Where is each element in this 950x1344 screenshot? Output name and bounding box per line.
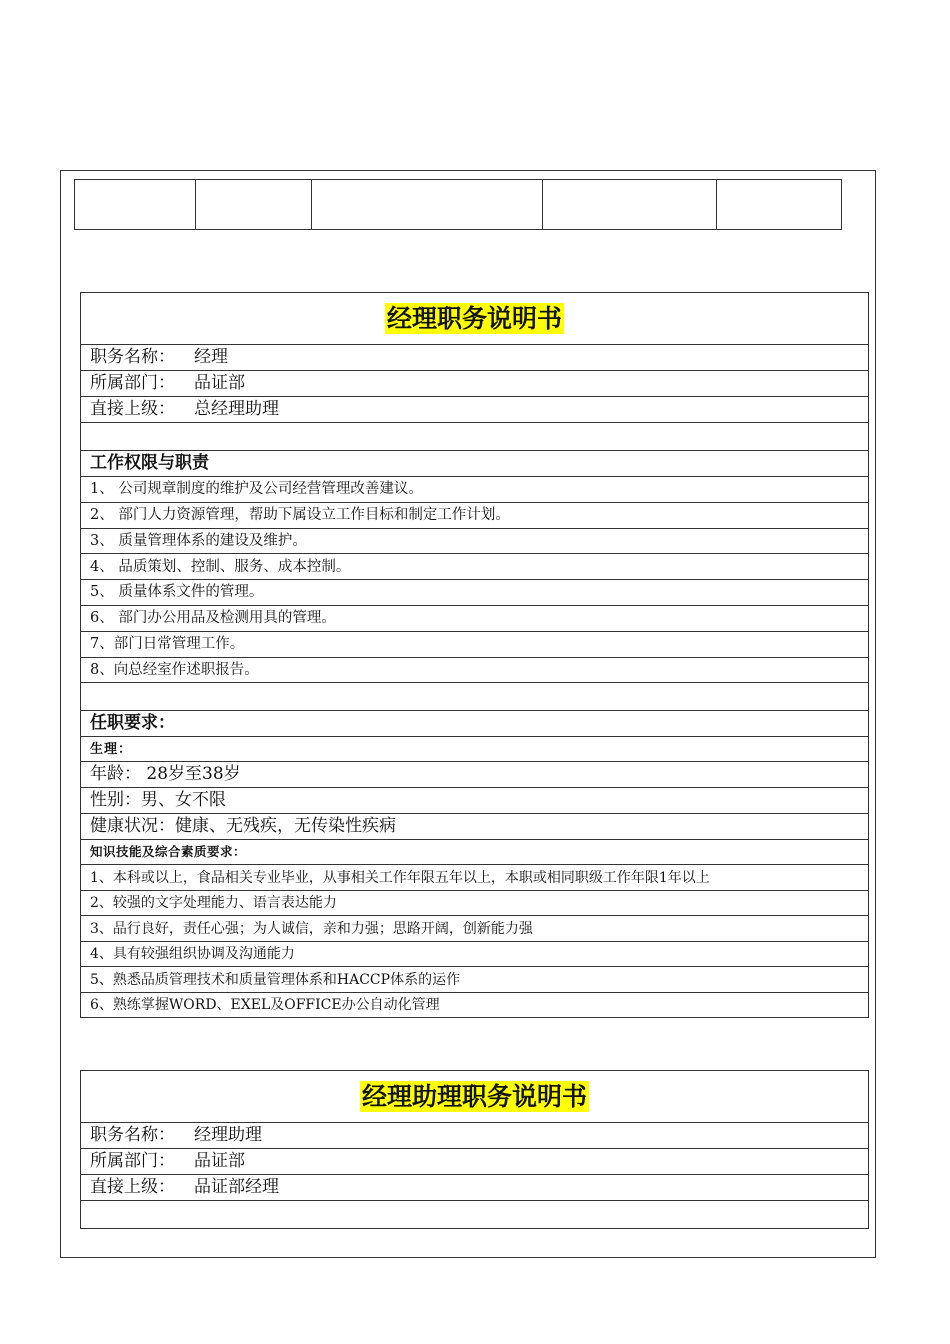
duty-item: 7、部门日常管理工作。 [81,631,869,657]
physical-item: 性别：男、女不限 [81,788,869,814]
info-label: 直接上级： [90,399,175,419]
skill-item: 5、熟悉品质管理技术和质量管理体系和HACCP体系的运作 [81,967,869,993]
info-label: 直接上级： [90,1177,175,1197]
physical-item: 年龄： 28岁至38岁 [81,762,869,788]
info-value: 品证部经理 [194,1177,279,1197]
info-label: 所属部门： [90,373,175,393]
doc1-info-row [81,397,869,423]
doc2-title: 经理助理职务说明书 [361,1082,587,1111]
doc2-info-row [81,1149,869,1175]
doc1-title-cell [81,293,869,345]
skill-item: 6、熟练掌握WORD、EXEL及OFFICE办公自动化管理 [81,992,869,1018]
header-grid [74,179,842,230]
skills-heading: 知识技能及综合素质要求： [81,840,869,865]
duty-item: 1、 公司规章制度的维护及公司经营管理改善建议。 [81,477,869,503]
blank-row [81,1201,869,1229]
info-value: 经理助理 [194,1125,262,1145]
duty-item: 8、向总经室作述职报告。 [81,657,869,683]
header-cell-5 [717,180,842,230]
duty-item: 4、 品质策划、控制、服务、成本控制。 [81,554,869,580]
duty-item: 3、 质量管理体系的建设及维护。 [81,528,869,554]
blank-row [81,423,869,451]
manager-job-description [80,292,869,1018]
header-cell-2 [196,180,312,230]
physical-heading: 生理： [81,737,869,762]
blank-row [81,683,869,711]
doc1-title: 经理职务说明书 [386,304,562,333]
info-label: 职务名称： [90,347,175,367]
skill-item: 3、品行良好，责任心强；为人诚信，亲和力强；思路开阔，创新能力强 [81,916,869,942]
duty-item: 5、 质量体系文件的管理。 [81,580,869,606]
doc2-info-row [81,1123,869,1149]
duty-item: 6、 部门办公用品及检测用具的管理。 [81,605,869,631]
info-value: 总经理助理 [194,399,279,419]
info-label: 所属部门： [90,1151,175,1171]
requirements-heading: 任职要求： [81,711,869,737]
info-value: 品证部 [194,373,245,393]
assistant-job-description [80,1070,869,1229]
skill-item: 4、具有较强组织协调及沟通能力 [81,941,869,967]
info-label: 职务名称： [90,1125,175,1145]
header-cell-4 [543,180,717,230]
header-cell-1 [75,180,196,230]
doc2-title-cell [81,1071,869,1123]
skill-item: 1、本科或以上，食品相关专业毕业，从事相关工作年限五年以上，本职或相同职级工作年限1年以上 [81,865,869,891]
header-cell-3 [312,180,543,230]
info-value: 品证部 [194,1151,245,1171]
doc1-info-row [81,345,869,371]
info-value: 经理 [194,347,228,367]
duties-heading: 工作权限与职责 [81,451,869,477]
header-row [75,180,842,230]
skill-item: 2、较强的文字处理能力、语言表达能力 [81,890,869,916]
doc2-info-row [81,1175,869,1201]
duty-item: 2、 部门人力资源管理，帮助下属设立工作目标和制定工作计划。 [81,502,869,528]
doc1-info-row [81,371,869,397]
physical-item: 健康状况：健康、无残疾，无传染性疾病 [81,814,869,840]
